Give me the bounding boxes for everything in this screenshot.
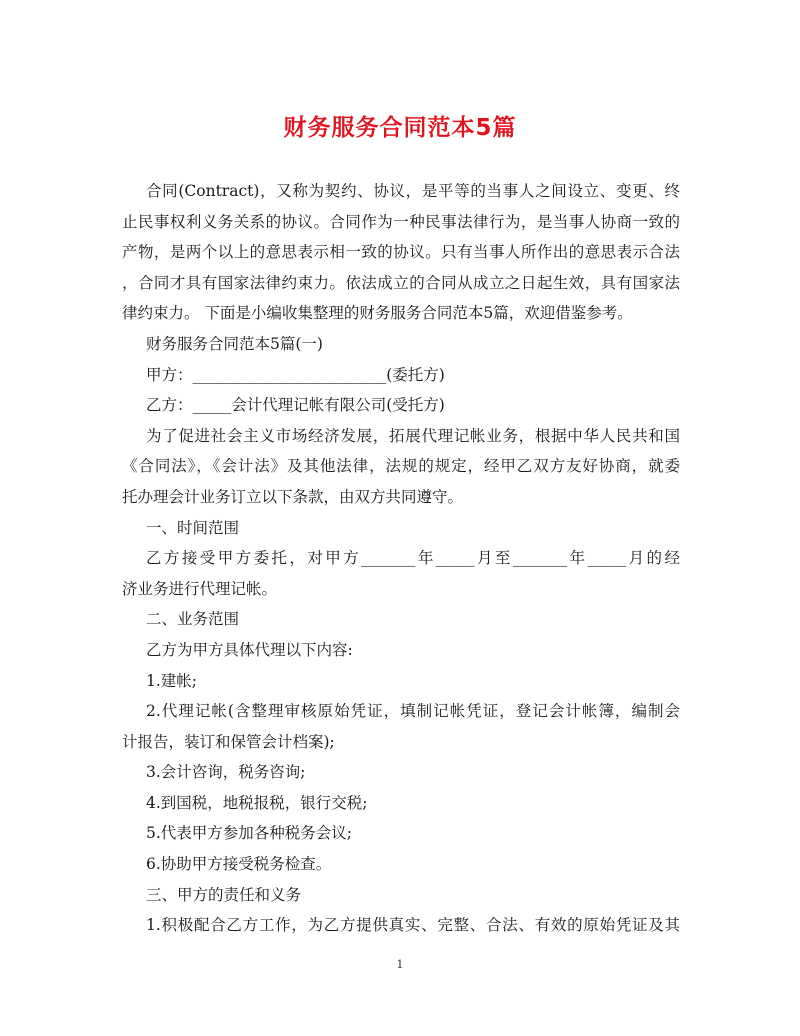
document-body (122, 176, 680, 941)
document-title: 财务服务合同范本5篇 (283, 115, 517, 141)
text-line: 三、甲方的责任和义务 (146, 885, 302, 904)
text-line: ，合同才具有国家法律约束力。依法成立的合同从成立之日起生效，具有国家法 (122, 273, 680, 292)
text-line: 《合同法》，《会计法》及其他法律，法规的规定，经甲乙双方友好协商，就委 (122, 457, 680, 476)
text-line: 1.建帐; (146, 671, 198, 690)
text-line: 济业务进行代理记帐。 (122, 579, 278, 598)
text-line: 二、业务范围 (146, 610, 240, 629)
text-line: 产物，是两个以上的意思表示相一致的协议。只有当事人所作出的意思表示合法 (122, 243, 680, 262)
text-line: 一、时间范围 (146, 518, 240, 537)
text-line: 4.到国税，地税报税，银行交税; (146, 793, 368, 812)
text-line: 2.代理记帐(含整理审核原始凭证，填制记帐凭证，登记会计帐簿，编制会 (146, 702, 680, 721)
text-line: 5.代表甲方参加各种税务会议; (146, 824, 353, 843)
text-line: 乙方接受甲方委托，对甲方_______年_____月至_______年_____月的经 (146, 549, 680, 568)
text-line: 乙方为甲方具体代理以下内容: (146, 640, 353, 659)
text-line: 甲方：_________________________(委托方) (146, 365, 445, 384)
text-line: 为了促进社会主义市场经济发展，拓展代理记帐业务，根据中华人民共和国 (146, 426, 680, 445)
text-line: 律约束力。 下面是小编收集整理的财务服务合同范本5篇，欢迎借鉴参考。 (122, 304, 633, 323)
text-line: 止民事权利义务关系的协议。合同作为一种民事法律行为，是当事人协商一致的 (122, 212, 680, 231)
text-line: 3.会计咨询，税务咨询; (146, 763, 306, 782)
text-line: 乙方：_____会计代理记帐有限公司(受托方) (146, 396, 445, 415)
text-line: 计报告，装订和保管会计档案); (122, 732, 335, 751)
text-line: 托办理会计业务订立以下条款，由双方共同遵守。 (122, 487, 464, 506)
text-line: 财务服务合同范本5篇(一) (146, 334, 323, 353)
text-line: 合同(Contract)，又称为契约、协议，是平等的当事人之间设立、变更、终 (146, 182, 680, 200)
page-number: 1 (396, 958, 404, 971)
text-line: 1.积极配合乙方工作，为乙方提供真实、完整、合法、有效的原始凭证及其 (146, 916, 680, 935)
text-line: 6.协助甲方接受税务检查。 (146, 855, 332, 874)
